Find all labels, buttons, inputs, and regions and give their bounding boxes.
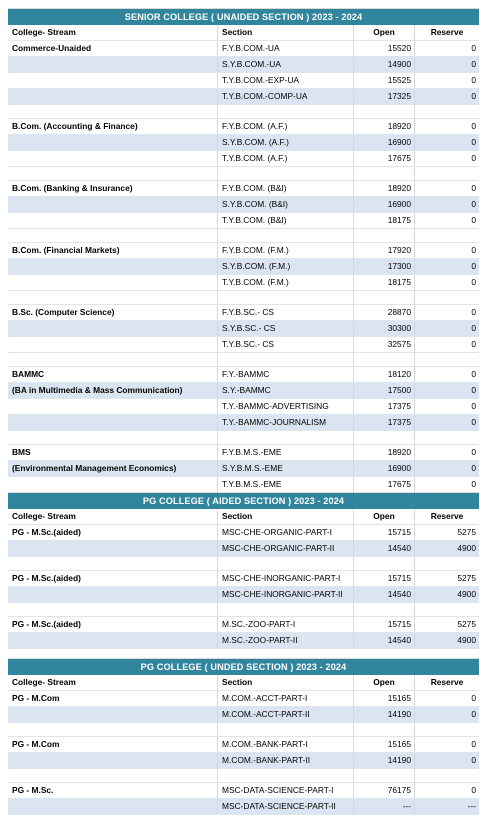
- section-cell: F.Y.B.COM. (F.M.): [218, 243, 354, 258]
- section-cell: S.Y.B.COM. (B&I): [218, 197, 354, 212]
- table-row: [8, 41, 479, 57]
- table-row: [8, 799, 479, 815]
- section-cell: M.SC.-ZOO-PART-I: [218, 617, 354, 632]
- table-row: [8, 305, 479, 321]
- table-row: [8, 275, 479, 291]
- stream-cell: PG - M.Sc.(aided): [8, 571, 218, 586]
- section-cell: T.Y.B.COM. (F.M.): [218, 275, 354, 290]
- section-cell: T.Y.B.COM. (B&I): [218, 213, 354, 228]
- table-row: [8, 541, 479, 557]
- stream-cell: [8, 321, 218, 336]
- reserve-fee-cell: 0: [415, 181, 479, 196]
- reserve-fee-cell: 0: [415, 119, 479, 134]
- reserve-fee-cell: 0: [415, 135, 479, 150]
- stream-cell: [8, 633, 218, 648]
- stream-cell: [8, 799, 218, 814]
- stream-cell: [8, 399, 218, 414]
- open-fee-cell: 17675: [354, 477, 415, 492]
- fee-table: [8, 492, 479, 649]
- open-fee-cell: 16900: [354, 197, 415, 212]
- open-fee-cell: 15715: [354, 525, 415, 540]
- table-row: [8, 181, 479, 197]
- section-cell: MSC-CHE-ORGANIC-PART-I: [218, 525, 354, 540]
- table-row: [8, 587, 479, 603]
- stream-cell: PG - M.Com: [8, 737, 218, 752]
- open-fee-cell: 14540: [354, 587, 415, 602]
- header-stream: College- Stream: [8, 509, 218, 524]
- open-fee-cell: 17920: [354, 243, 415, 258]
- section-cell: S.Y.B.COM. (F.M.): [218, 259, 354, 274]
- stream-cell: [8, 197, 218, 212]
- open-fee-cell: 17375: [354, 399, 415, 414]
- stream-cell: BMS: [8, 445, 218, 460]
- section-cell: M.COM.-ACCT-PART-I: [218, 691, 354, 706]
- stream-cell: [8, 213, 218, 228]
- section-cell: S.Y.-BAMMC: [218, 383, 354, 398]
- header-stream: College- Stream: [8, 675, 218, 690]
- open-fee-cell: 18920: [354, 119, 415, 134]
- stream-cell: [8, 587, 218, 602]
- reserve-fee-cell: 4900: [415, 541, 479, 556]
- spacer-row: [8, 723, 479, 737]
- table-row: [8, 783, 479, 799]
- reserve-fee-cell: 0: [415, 73, 479, 88]
- spacer-row: [8, 769, 479, 783]
- open-fee-cell: 28870: [354, 305, 415, 320]
- open-fee-cell: 32575: [354, 337, 415, 352]
- open-fee-cell: 15165: [354, 737, 415, 752]
- stream-cell: [8, 337, 218, 352]
- header-section: Section: [218, 509, 354, 524]
- section-cell: S.Y.B.SC.- CS: [218, 321, 354, 336]
- table-row: [8, 89, 479, 105]
- section-cell: T.Y.B.SC.- CS: [218, 337, 354, 352]
- reserve-fee-cell: 0: [415, 753, 479, 768]
- open-fee-cell: 18175: [354, 213, 415, 228]
- header-reserve: Reserve: [415, 675, 479, 690]
- stream-cell: (BA in Multimedia & Mass Communication): [8, 383, 218, 398]
- section-cell: F.Y.B.SC.- CS: [218, 305, 354, 320]
- open-fee-cell: 17500: [354, 383, 415, 398]
- reserve-fee-cell: ---: [415, 799, 479, 814]
- stream-cell: B.Com. (Banking & Insurance): [8, 181, 218, 196]
- open-fee-cell: 14540: [354, 633, 415, 648]
- reserve-fee-cell: 0: [415, 337, 479, 352]
- open-fee-cell: 17300: [354, 259, 415, 274]
- spacer-row: [8, 105, 479, 119]
- table-header-row: [8, 675, 479, 691]
- table-row: [8, 213, 479, 229]
- open-fee-cell: 15525: [354, 73, 415, 88]
- section-cell: T.Y.-BAMMC-ADVERTISING: [218, 399, 354, 414]
- section-cell: MSC-CHE-ORGANIC-PART-II: [218, 541, 354, 556]
- stream-cell: [8, 753, 218, 768]
- table-title: PG COLLEGE ( UNDED SECTION ) 2023 - 2024: [8, 658, 479, 675]
- reserve-fee-cell: 0: [415, 213, 479, 228]
- table-row: [8, 691, 479, 707]
- open-fee-cell: 17375: [354, 415, 415, 430]
- table-row: [8, 617, 479, 633]
- reserve-fee-cell: 5275: [415, 617, 479, 632]
- open-fee-cell: 18920: [354, 181, 415, 196]
- open-fee-cell: 16900: [354, 461, 415, 476]
- spacer-row: [8, 353, 479, 367]
- spacer-row: [8, 229, 479, 243]
- reserve-fee-cell: 0: [415, 707, 479, 722]
- reserve-fee-cell: 0: [415, 367, 479, 382]
- open-fee-cell: 76175: [354, 783, 415, 798]
- open-fee-cell: 18175: [354, 275, 415, 290]
- section-cell: M.COM.-ACCT-PART-II: [218, 707, 354, 722]
- stream-cell: [8, 73, 218, 88]
- reserve-fee-cell: 5275: [415, 525, 479, 540]
- table-row: [8, 321, 479, 337]
- reserve-fee-cell: 5275: [415, 571, 479, 586]
- header-reserve: Reserve: [415, 509, 479, 524]
- stream-cell: [8, 57, 218, 72]
- reserve-fee-cell: 0: [415, 445, 479, 460]
- spacer-row: [8, 431, 479, 445]
- table-header-row: [8, 25, 479, 41]
- section-cell: T.Y.B.M.S.-EME: [218, 477, 354, 492]
- section-cell: S.Y.B.COM. (A.F.): [218, 135, 354, 150]
- section-cell: F.Y.-BAMMC: [218, 367, 354, 382]
- stream-cell: BAMMC: [8, 367, 218, 382]
- stream-cell: (Environmental Management Economics): [8, 461, 218, 476]
- section-cell: T.Y.B.COM.-EXP-UA: [218, 73, 354, 88]
- section-cell: MSC-CHE-INORGANIC-PART-II: [218, 587, 354, 602]
- table-row: [8, 477, 479, 493]
- stream-cell: B.Com. (Accounting & Finance): [8, 119, 218, 134]
- section-cell: F.Y.B.M.S.-EME: [218, 445, 354, 460]
- stream-cell: [8, 541, 218, 556]
- table-row: [8, 525, 479, 541]
- header-section: Section: [218, 675, 354, 690]
- table-row: [8, 243, 479, 259]
- reserve-fee-cell: 0: [415, 783, 479, 798]
- table-row: [8, 367, 479, 383]
- table-row: [8, 151, 479, 167]
- fee-table: [8, 8, 479, 493]
- stream-cell: [8, 275, 218, 290]
- stream-cell: [8, 135, 218, 150]
- reserve-fee-cell: 0: [415, 259, 479, 274]
- stream-cell: [8, 415, 218, 430]
- reserve-fee-cell: 0: [415, 57, 479, 72]
- section-cell: F.Y.B.COM.-UA: [218, 41, 354, 56]
- stream-cell: B.Com. (Financial Markets): [8, 243, 218, 258]
- open-fee-cell: 14190: [354, 707, 415, 722]
- stream-cell: Commerce-Unaided: [8, 41, 218, 56]
- reserve-fee-cell: 0: [415, 399, 479, 414]
- stream-cell: [8, 259, 218, 274]
- section-cell: M.COM.-BANK-PART-I: [218, 737, 354, 752]
- reserve-fee-cell: 0: [415, 151, 479, 166]
- reserve-fee-cell: 4900: [415, 587, 479, 602]
- reserve-fee-cell: 0: [415, 41, 479, 56]
- stream-cell: PG - M.Sc.(aided): [8, 525, 218, 540]
- open-fee-cell: 18920: [354, 445, 415, 460]
- header-section: Section: [218, 25, 354, 40]
- table-row: [8, 415, 479, 431]
- table-row: [8, 571, 479, 587]
- table-row: [8, 337, 479, 353]
- table-row: [8, 259, 479, 275]
- spacer-row: [8, 557, 479, 571]
- section-cell: M.COM.-BANK-PART-II: [218, 753, 354, 768]
- stream-cell: B.Sc. (Computer Science): [8, 305, 218, 320]
- fee-table: [8, 658, 479, 815]
- section-cell: S.Y.B.COM.-UA: [218, 57, 354, 72]
- open-fee-cell: ---: [354, 799, 415, 814]
- stream-cell: [8, 707, 218, 722]
- table-title: SENIOR COLLEGE ( UNAIDED SECTION ) 2023 - 2024: [8, 8, 479, 25]
- table-row: [8, 197, 479, 213]
- header-open: Open: [354, 25, 415, 40]
- section-cell: MSC-CHE-INORGANIC-PART-I: [218, 571, 354, 586]
- table-row: [8, 445, 479, 461]
- stream-cell: [8, 89, 218, 104]
- table-row: [8, 737, 479, 753]
- table-row: [8, 707, 479, 723]
- open-fee-cell: 17675: [354, 151, 415, 166]
- table-row: [8, 57, 479, 73]
- open-fee-cell: 17325: [354, 89, 415, 104]
- reserve-fee-cell: 0: [415, 243, 479, 258]
- open-fee-cell: 15715: [354, 571, 415, 586]
- spacer-row: [8, 167, 479, 181]
- table-row: [8, 119, 479, 135]
- stream-cell: [8, 477, 218, 492]
- open-fee-cell: 16900: [354, 135, 415, 150]
- reserve-fee-cell: 4900: [415, 633, 479, 648]
- stream-cell: [8, 151, 218, 166]
- header-open: Open: [354, 675, 415, 690]
- section-cell: T.Y.B.COM.-COMP-UA: [218, 89, 354, 104]
- header-stream: College- Stream: [8, 25, 218, 40]
- table-row: [8, 399, 479, 415]
- open-fee-cell: 14190: [354, 753, 415, 768]
- header-open: Open: [354, 509, 415, 524]
- open-fee-cell: 30300: [354, 321, 415, 336]
- table-row: [8, 135, 479, 151]
- reserve-fee-cell: 0: [415, 691, 479, 706]
- reserve-fee-cell: 0: [415, 477, 479, 492]
- open-fee-cell: 18120: [354, 367, 415, 382]
- section-cell: MSC-DATA-SCIENCE-PART-I: [218, 783, 354, 798]
- section-cell: S.Y.B.M.S.-EME: [218, 461, 354, 476]
- reserve-fee-cell: 0: [415, 305, 479, 320]
- reserve-fee-cell: 0: [415, 89, 479, 104]
- reserve-fee-cell: 0: [415, 321, 479, 336]
- reserve-fee-cell: 0: [415, 461, 479, 476]
- reserve-fee-cell: 0: [415, 415, 479, 430]
- section-cell: F.Y.B.COM. (A.F.): [218, 119, 354, 134]
- table-title: PG COLLEGE ( AIDED SECTION ) 2023 - 2024: [8, 492, 479, 509]
- open-fee-cell: 14540: [354, 541, 415, 556]
- section-cell: F.Y.B.COM. (B&I): [218, 181, 354, 196]
- stream-cell: PG - M.Com: [8, 691, 218, 706]
- reserve-fee-cell: 0: [415, 737, 479, 752]
- open-fee-cell: 15715: [354, 617, 415, 632]
- header-reserve: Reserve: [415, 25, 479, 40]
- open-fee-cell: 15520: [354, 41, 415, 56]
- section-cell: T.Y.-BAMMC-JOURNALISM: [218, 415, 354, 430]
- open-fee-cell: 14900: [354, 57, 415, 72]
- table-row: [8, 73, 479, 89]
- stream-cell: PG - M.Sc.(aided): [8, 617, 218, 632]
- reserve-fee-cell: 0: [415, 275, 479, 290]
- table-row: [8, 383, 479, 399]
- spacer-row: [8, 291, 479, 305]
- section-cell: T.Y.B.COM. (A.F.): [218, 151, 354, 166]
- section-cell: M.SC.-ZOO-PART-II: [218, 633, 354, 648]
- section-cell: MSC-DATA-SCIENCE-PART-II: [218, 799, 354, 814]
- table-row: [8, 633, 479, 649]
- stream-cell: PG - M.Sc.: [8, 783, 218, 798]
- reserve-fee-cell: 0: [415, 197, 479, 212]
- table-row: [8, 461, 479, 477]
- reserve-fee-cell: 0: [415, 383, 479, 398]
- spacer-row: [8, 603, 479, 617]
- table-row: [8, 753, 479, 769]
- open-fee-cell: 15165: [354, 691, 415, 706]
- table-header-row: [8, 509, 479, 525]
